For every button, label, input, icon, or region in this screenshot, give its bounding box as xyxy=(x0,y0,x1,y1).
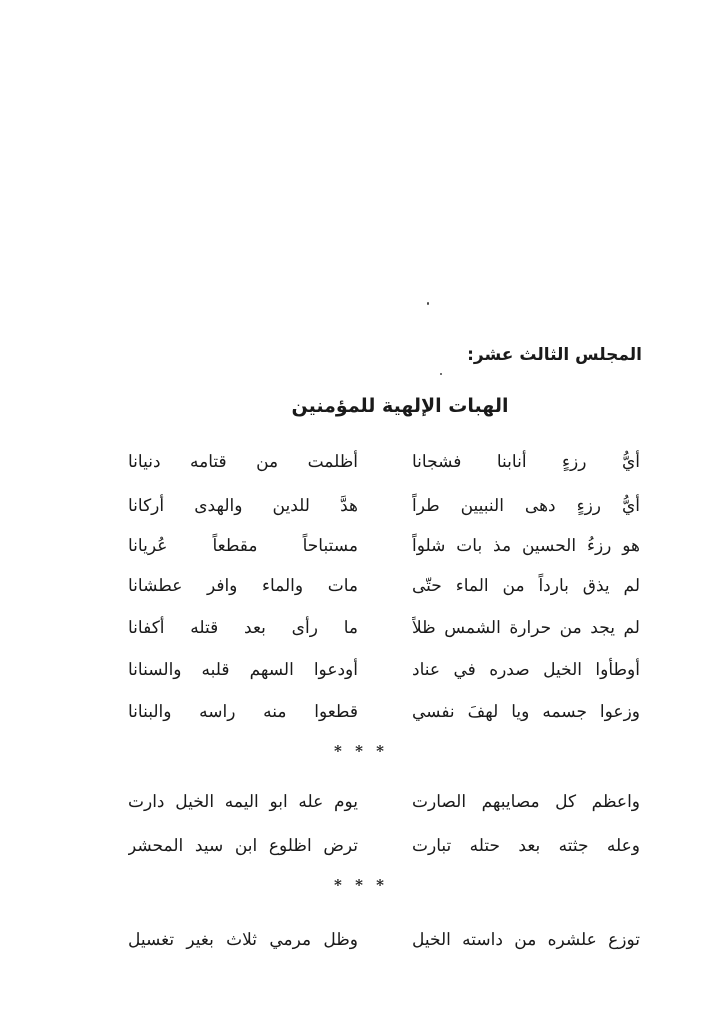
verse-first-hemistich: هو رزءُ الحسين مذ بات شلواً xyxy=(412,536,640,556)
section-heading: المجلس الثالث عشر: xyxy=(467,345,642,365)
verse-line xyxy=(0,828,722,864)
verse-first-hemistich: لم يجد من حرارة الشمس ظلاً xyxy=(412,618,640,638)
verse-line xyxy=(0,694,722,730)
verse-first-hemistich: توزع علشره من داسته الخيل xyxy=(412,930,640,950)
verse-first-hemistich: لم يذق بارداً من الماء حتّى xyxy=(412,576,640,596)
verse-second-hemistich: ترض اظلوع ابن سيد المحشر xyxy=(128,836,358,856)
verse-first-hemistich: أيُّ رزءٍ دهى النبيين طراً xyxy=(412,496,640,516)
page-speck xyxy=(440,373,442,375)
verse-line xyxy=(0,652,722,688)
verse-first-hemistich: أوطأوا الخيل صدره في عناد xyxy=(412,660,640,680)
verse-first-hemistich: وعله جثته بعد حتله تبارت xyxy=(412,836,640,856)
verse-second-hemistich: وظل مرمي ثلاث بغير تغسيل xyxy=(128,930,358,950)
verse-second-hemistich: ما رأى بعد قتله أكفانا xyxy=(128,618,358,638)
verse-line xyxy=(0,922,722,958)
section-separator: * * * xyxy=(334,876,388,894)
verse-first-hemistich: أيُّ رزءٍ أنابنا فشجانا xyxy=(412,452,640,472)
verse-second-hemistich: أظلمت من قتامه دنيانا xyxy=(128,452,358,472)
verse-line xyxy=(0,784,722,820)
verse-second-hemistich: هدَّ للدين والهدى أركانا xyxy=(128,496,358,516)
verse-second-hemistich: يوم عله ابو اليمه الخيل دارت xyxy=(128,792,358,812)
verse-line xyxy=(0,444,722,480)
verse-line xyxy=(0,568,722,604)
verse-first-hemistich: واعظم كل مصايبهم الصارت xyxy=(412,792,640,812)
page-speck xyxy=(427,302,429,305)
verse-second-hemistich: أودعوا السهم قلبه والسنانا xyxy=(128,660,358,680)
verse-second-hemistich: قطعوا منه راسه والبنانا xyxy=(128,702,358,722)
section-separator: * * * xyxy=(334,742,388,760)
poem-title: الهبات الإلهية للمؤمنين xyxy=(291,395,509,417)
verse-line xyxy=(0,610,722,646)
verse-second-hemistich: مات والماء وافر عطشانا xyxy=(128,576,358,596)
verse-first-hemistich: وزعوا جسمه ويا لهفَ نفسي xyxy=(412,702,640,722)
verse-line xyxy=(0,488,722,524)
verse-line xyxy=(0,528,722,564)
verse-second-hemistich: مستباحاً مقطعاً عُريانا xyxy=(128,536,358,556)
